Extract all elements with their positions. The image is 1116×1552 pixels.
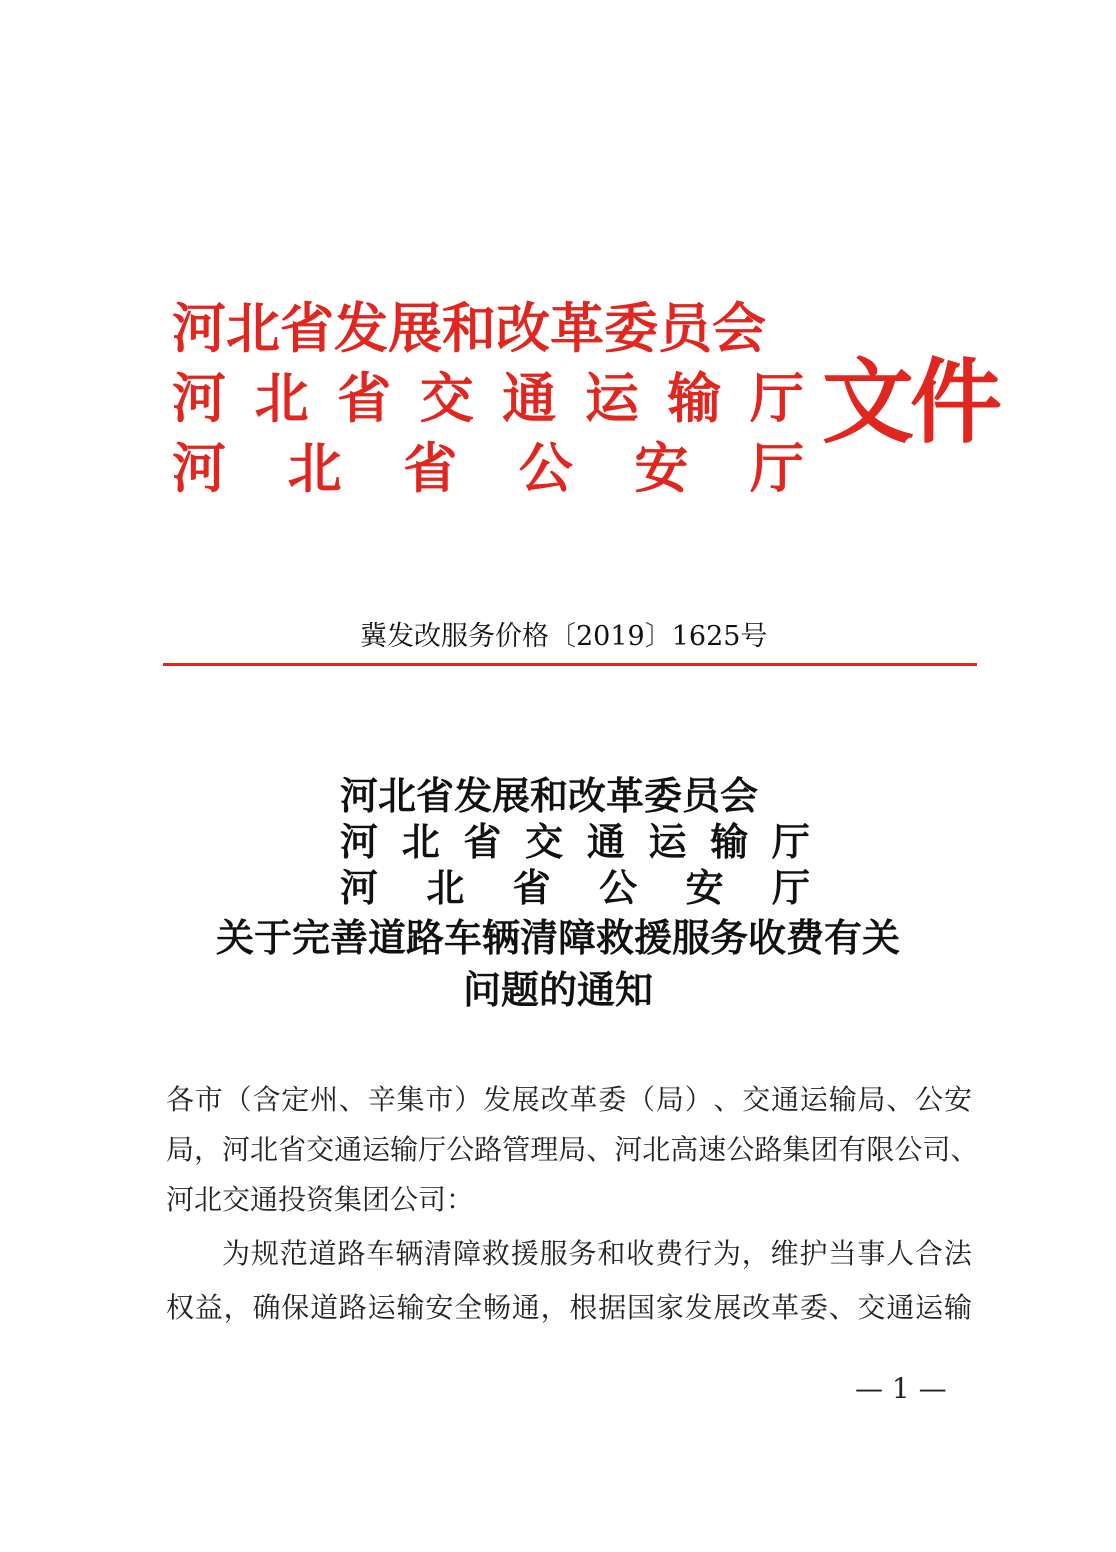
text-char: 公 <box>915 1083 944 1116</box>
text-char: 、 <box>586 1133 615 1166</box>
text-char: 保 <box>281 1291 310 1324</box>
text-char: 北 <box>287 436 342 500</box>
text-char: 定 <box>281 1083 310 1116</box>
text-char: 北 <box>426 865 465 910</box>
text-char: 益 <box>194 1291 223 1324</box>
text-char: 北 <box>401 819 440 864</box>
text-char: 根 <box>569 1291 598 1324</box>
text-char: 速 <box>698 1133 727 1166</box>
text-char: 公 <box>599 865 638 910</box>
text-char: 收 <box>626 1237 655 1270</box>
text-char: 辛 <box>367 1083 396 1116</box>
text-char: 交 <box>525 819 564 864</box>
text-char: 市 <box>425 1083 454 1116</box>
text-char: 通 <box>586 819 625 864</box>
body-line-4 <box>222 1230 972 1278</box>
text-char: 委 <box>799 1291 828 1324</box>
text-char: 公 <box>446 1133 475 1166</box>
text-char: 输 <box>396 1291 425 1324</box>
text-char: 北 <box>254 366 309 430</box>
body-line-3: 河北交通投资集团公司： <box>166 1183 475 1216</box>
text-char: 局 <box>166 1133 195 1166</box>
text-char: 厅 <box>418 1133 447 1166</box>
text-char: 团 <box>810 1133 839 1166</box>
text-char: 服 <box>539 1237 568 1270</box>
body-line-5 <box>166 1284 972 1332</box>
text-char: 路 <box>338 1291 367 1324</box>
text-char: 确 <box>252 1291 281 1324</box>
text-char: 输 <box>667 366 722 430</box>
text-char: 局 <box>558 1133 587 1166</box>
text-char: 州 <box>310 1083 339 1116</box>
letterhead-line-2 <box>172 366 804 430</box>
text-char: 厅 <box>771 819 810 864</box>
text-char: 运 <box>367 1291 396 1324</box>
text-char: 安 <box>943 1083 972 1116</box>
letterhead-line-3 <box>172 436 804 500</box>
text-char: 北 <box>250 1133 279 1166</box>
text-char: 、 <box>886 1083 915 1116</box>
body-line-1 <box>166 1076 972 1124</box>
text-char: 家 <box>655 1291 684 1324</box>
text-char: 输 <box>828 1083 857 1116</box>
title-subject-line-2: 问题的通知 <box>462 967 653 1012</box>
text-char: 厅 <box>749 436 804 500</box>
text-char: 省 <box>403 436 458 500</box>
text-char: 理 <box>530 1133 559 1166</box>
text-char: 畅 <box>482 1291 511 1324</box>
text-char: 河 <box>340 865 379 910</box>
text-char: 护 <box>799 1237 828 1270</box>
text-char: 河 <box>172 436 226 500</box>
text-char: 安 <box>634 436 689 500</box>
text-char: 事 <box>857 1237 886 1270</box>
text-char: 交 <box>742 1083 771 1116</box>
text-char: 清 <box>424 1237 453 1270</box>
text-char: 集 <box>396 1083 425 1116</box>
text-char: 道 <box>310 1291 339 1324</box>
text-char: 高 <box>670 1133 699 1166</box>
text-char: ， <box>194 1133 223 1166</box>
text-char: ） <box>454 1083 483 1116</box>
document-number: 冀发改服务价格〔2019〕1625号 <box>360 621 768 652</box>
text-char: 河 <box>222 1133 251 1166</box>
text-char: 委 <box>598 1083 627 1116</box>
text-char: 局 <box>655 1083 684 1116</box>
text-char: 省 <box>278 1133 307 1166</box>
text-char: 输 <box>390 1133 419 1166</box>
text-char: 为 <box>222 1237 251 1270</box>
text-char: 路 <box>474 1133 503 1166</box>
text-char: 和 <box>597 1237 626 1270</box>
text-char: 权 <box>166 1291 195 1324</box>
text-char: 集 <box>782 1133 811 1166</box>
text-char: 务 <box>568 1237 597 1270</box>
text-char: ） <box>684 1083 713 1116</box>
text-char: 展 <box>713 1291 742 1324</box>
text-char: 运 <box>362 1133 391 1166</box>
text-char: 国 <box>627 1291 656 1324</box>
title-issuer-3 <box>340 864 810 912</box>
text-char: 通 <box>886 1291 915 1324</box>
text-char: 省 <box>512 865 551 910</box>
text-char: 河 <box>340 819 379 864</box>
text-char: 厅 <box>771 865 810 910</box>
text-char: 、 <box>950 1133 979 1166</box>
text-char: 改 <box>540 1083 569 1116</box>
text-char: 限 <box>866 1133 895 1166</box>
letterhead-suffix: 文件 <box>822 349 999 456</box>
text-char: 范 <box>279 1237 308 1270</box>
text-char: 有 <box>838 1133 867 1166</box>
text-char: ， <box>223 1291 252 1324</box>
text-char: 北 <box>642 1133 671 1166</box>
text-char: 各 <box>166 1083 195 1116</box>
text-char: 费 <box>655 1237 684 1270</box>
text-char: 通 <box>502 366 557 430</box>
letterhead-line-1: 河北省发展和改革委员会 <box>172 296 766 360</box>
text-char: 交 <box>419 366 474 430</box>
text-char: 改 <box>742 1291 771 1324</box>
text-char: 运 <box>584 366 639 430</box>
text-char: 安 <box>425 1291 454 1324</box>
text-char: 省 <box>463 819 502 864</box>
red-divider <box>163 663 977 666</box>
text-char: 、 <box>338 1083 367 1116</box>
text-char: （ <box>627 1083 656 1116</box>
text-char: 公 <box>894 1133 923 1166</box>
text-char: ， <box>741 1237 770 1270</box>
text-char: 合 <box>915 1237 944 1270</box>
text-char: 局 <box>857 1083 886 1116</box>
text-char: 运 <box>799 1083 828 1116</box>
text-char: 行 <box>684 1237 713 1270</box>
text-char: 法 <box>943 1237 972 1270</box>
text-char: 通 <box>334 1133 363 1166</box>
title-issuer-2 <box>340 818 810 866</box>
text-char: 发 <box>684 1291 713 1324</box>
text-char: 革 <box>771 1291 800 1324</box>
text-char: 据 <box>598 1291 627 1324</box>
text-char: 通 <box>511 1291 540 1324</box>
text-char: 交 <box>306 1133 335 1166</box>
text-char: 道 <box>308 1237 337 1270</box>
text-char: 车 <box>366 1237 395 1270</box>
text-char: 援 <box>510 1237 539 1270</box>
text-char: 辆 <box>395 1237 424 1270</box>
text-char: （ <box>223 1083 252 1116</box>
text-char: 人 <box>886 1237 915 1270</box>
text-char: ， <box>540 1291 569 1324</box>
text-char: 运 <box>648 819 687 864</box>
text-char: 路 <box>754 1133 783 1166</box>
text-char: 含 <box>252 1083 281 1116</box>
text-char: 展 <box>511 1083 540 1116</box>
text-char: 革 <box>569 1083 598 1116</box>
text-char: 河 <box>614 1133 643 1166</box>
text-char: 河 <box>172 366 226 430</box>
text-char: 运 <box>915 1291 944 1324</box>
text-char: 当 <box>828 1237 857 1270</box>
text-char: 司 <box>922 1133 951 1166</box>
text-char: 厅 <box>749 366 804 430</box>
text-char: 管 <box>502 1133 531 1166</box>
text-char: 市 <box>194 1083 223 1116</box>
title-subject-line-1: 关于完善道路车辆清障救援服务收费有关 <box>215 915 900 960</box>
text-char: 公 <box>726 1133 755 1166</box>
text-char: 发 <box>482 1083 511 1116</box>
text-char: 全 <box>454 1291 483 1324</box>
text-char: 输 <box>943 1291 972 1324</box>
text-char: 路 <box>337 1237 366 1270</box>
text-char: 规 <box>250 1237 279 1270</box>
text-char: 为 <box>712 1237 741 1270</box>
page-number: — 1 — <box>855 1372 947 1405</box>
text-char: 安 <box>685 865 724 910</box>
text-char: 省 <box>337 366 392 430</box>
text-char: 、 <box>713 1083 742 1116</box>
text-char: 输 <box>710 819 749 864</box>
text-char: 通 <box>771 1083 800 1116</box>
text-char: 、 <box>828 1291 857 1324</box>
body-line-2 <box>166 1126 979 1174</box>
text-char: 障 <box>453 1237 482 1270</box>
title-issuer-1: 河北省发展和改革委员会 <box>340 773 759 818</box>
text-char: 公 <box>518 436 573 500</box>
text-char: 救 <box>481 1237 510 1270</box>
text-char: 维 <box>770 1237 799 1270</box>
text-char: 交 <box>857 1291 886 1324</box>
